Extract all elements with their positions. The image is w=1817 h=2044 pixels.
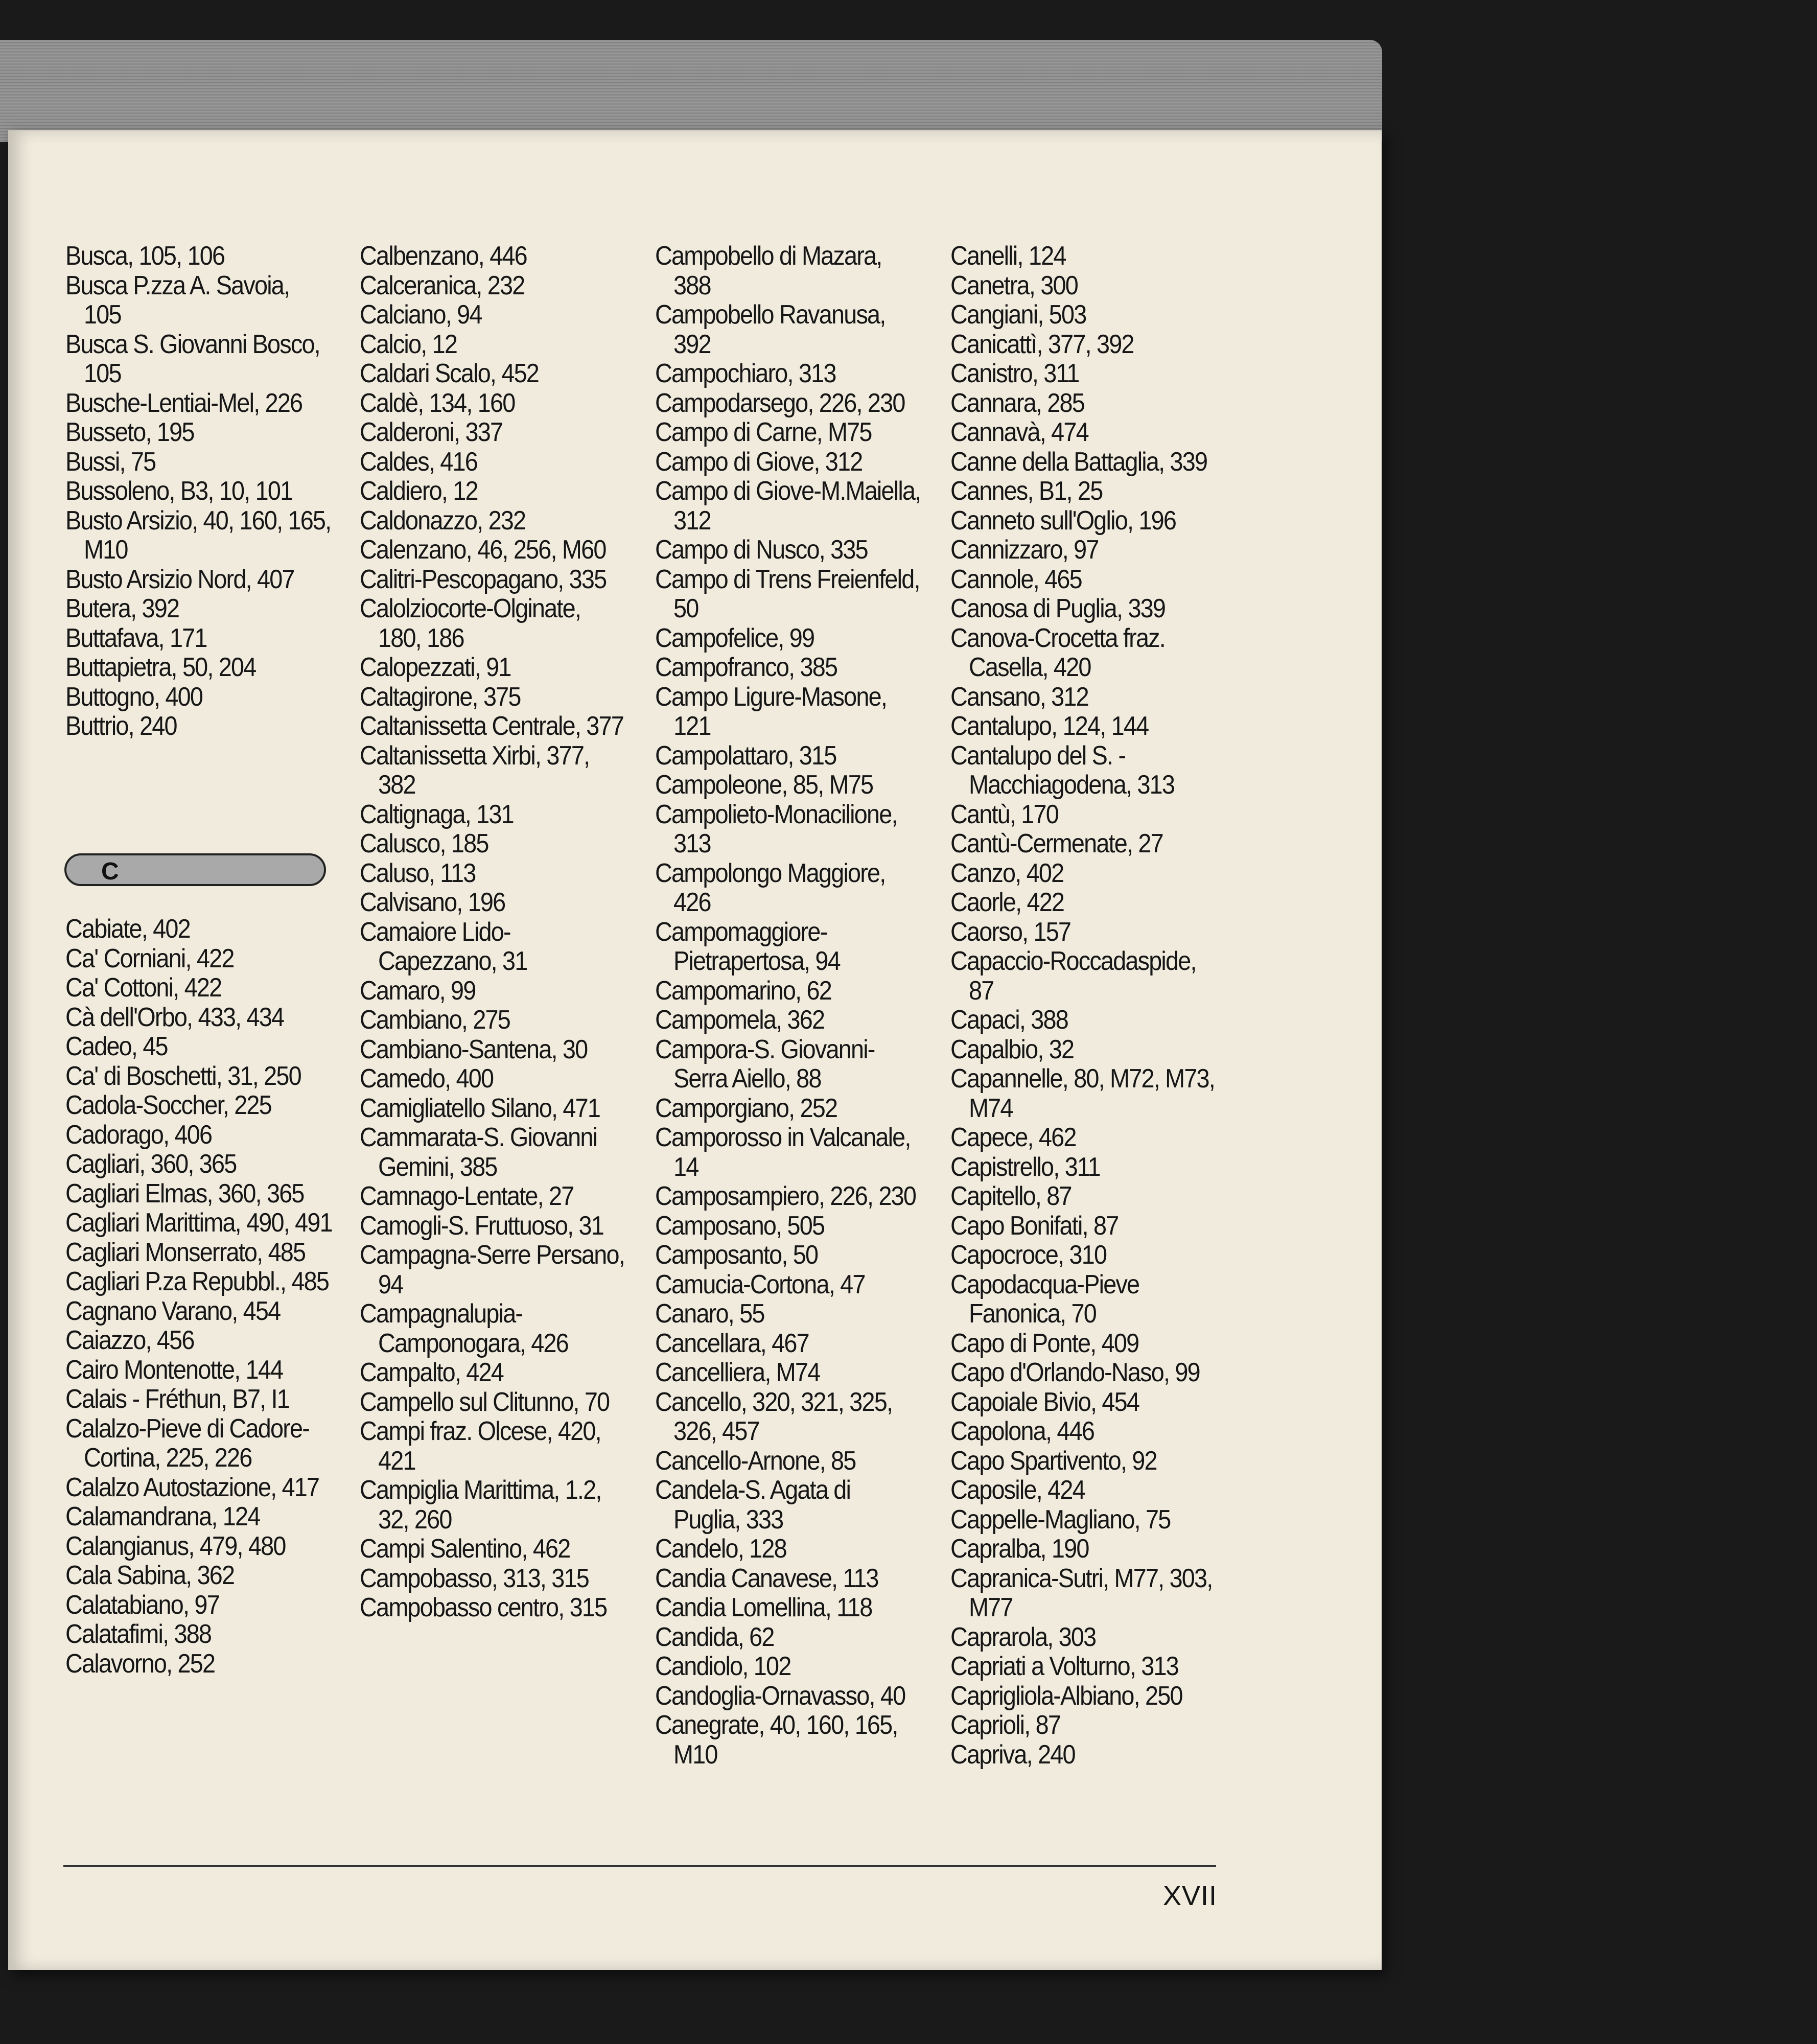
index-entry: Calolziocorte-Olginate, 180, 186: [360, 594, 581, 653]
index-entry: Camposanto, 50: [655, 1240, 818, 1270]
index-entry: Calangianus, 479, 480: [65, 1531, 286, 1561]
index-entry: Campagna-Serre Persano, 94: [360, 1240, 624, 1299]
index-column-4: [950, 242, 1217, 1770]
index-entry: Campagnalupia-Camponogara, 426: [360, 1299, 568, 1358]
index-entry: Calatabiano, 97: [65, 1590, 219, 1620]
index-entry: Capece, 462: [950, 1123, 1076, 1152]
index-entry: Cairo Montenotte, 144: [65, 1355, 283, 1385]
index-entry: Capocroce, 310: [950, 1240, 1107, 1270]
index-entry: Caprigliola-Albiano, 250: [950, 1681, 1182, 1711]
index-entry: Capaci, 388: [950, 1005, 1068, 1035]
index-entry: Bussi, 75: [65, 447, 156, 477]
index-entry: Campolattaro, 315: [655, 740, 836, 771]
index-entry: Canelli, 124: [950, 241, 1066, 271]
index-entry: Busca, 105, 106: [65, 241, 225, 271]
index-entry: Camnago-Lentate, 27: [360, 1181, 574, 1211]
index-entry: Calavorno, 252: [65, 1648, 215, 1679]
index-entry: Cannes, B1, 25: [950, 476, 1103, 506]
index-entry: Caldari Scalo, 452: [360, 359, 539, 388]
index-entry: Ca' Cottoni, 422: [65, 973, 222, 1003]
index-entry: Cancelliera, M74: [655, 1358, 820, 1387]
index-entry: Cantalupo, 124, 144: [950, 711, 1149, 741]
index-entry: Canzo, 402: [950, 858, 1064, 888]
section-letter: C: [101, 858, 119, 885]
index-entry: Camposampiero, 226, 230: [655, 1181, 916, 1211]
index-column-3: [655, 242, 922, 1770]
index-entry: Calitri-Pescopagano, 335: [360, 564, 607, 594]
index-entry: Busca S. Giovanni Bosco, 105: [65, 329, 320, 388]
index-entry: Capriati a Volturno, 313: [950, 1652, 1178, 1681]
index-entry: Ca' Corniani, 422: [65, 943, 234, 973]
index-entry: Canova-Crocetta fraz. Casella, 420: [950, 623, 1165, 682]
index-entry: Bussoleno, B3, 10, 101: [65, 476, 293, 506]
index-entry: Capo Bonifati, 87: [950, 1211, 1119, 1241]
index-entry: Cagliari P.za Repubbl., 485: [65, 1267, 329, 1296]
index-entry: Canetra, 300: [950, 270, 1078, 300]
index-entry: Caposile, 424: [950, 1475, 1085, 1505]
index-entry: Campello sul Clitunno, 70: [360, 1387, 610, 1417]
index-entry: Caldonazzo, 232: [360, 505, 526, 536]
index-entry: Campo di Carne, M75: [655, 417, 872, 447]
index-entry: Caltignaga, 131: [360, 799, 514, 829]
index-entry: Campoleone, 85, M75: [655, 770, 873, 800]
index-entry: Capo di Ponte, 409: [950, 1328, 1139, 1358]
index-entry: Butera, 392: [65, 594, 179, 623]
section-letter-badge: [64, 853, 326, 886]
index-entry: Capannelle, 80, M72, M73, M74: [950, 1064, 1215, 1123]
index-entry: Caltanissetta Centrale, 377: [360, 711, 623, 741]
index-entry: Capitello, 87: [950, 1181, 1071, 1211]
index-entry: Canistro, 311: [950, 359, 1079, 388]
index-entry: Buttapietra, 50, 204: [65, 653, 256, 682]
index-entry: Camucia-Cortona, 47: [655, 1269, 865, 1299]
index-entry: Camporosso in Valcanale, 14: [655, 1123, 911, 1182]
index-entry: Cangiani, 503: [950, 300, 1086, 330]
index-entry: Campo di Trens Freienfeld, 50: [655, 564, 920, 623]
index-entry: Cansano, 312: [950, 682, 1088, 712]
index-entry: Cadorago, 406: [65, 1120, 212, 1150]
index-entry: Caluso, 113: [360, 858, 476, 888]
index-entry: Calderoni, 337: [360, 417, 503, 447]
index-entry: Candiolo, 102: [655, 1652, 791, 1681]
index-entry: Candia Lomellina, 118: [655, 1593, 872, 1622]
index-entry: Calcio, 12: [360, 329, 457, 359]
index-entry: Cadeo, 45: [65, 1032, 168, 1061]
index-entry: Cancello, 320, 321, 325, 326, 457: [655, 1387, 893, 1446]
index-entry: Candida, 62: [655, 1622, 774, 1652]
index-entry: Campofranco, 385: [655, 653, 837, 682]
index-entry: Buttafava, 171: [65, 623, 207, 653]
index-entry: Calceranica, 232: [360, 270, 525, 300]
index-column-1: [65, 242, 332, 741]
index-entry: Cala Sabina, 362: [65, 1561, 235, 1590]
index-entry: Candelo, 128: [655, 1534, 786, 1564]
index-entry: Busto Arsizio, 40, 160, 165, M10: [65, 505, 331, 565]
index-entry: Campomarino, 62: [655, 975, 831, 1006]
index-entry: Cammarata-S. Giovanni Gemini, 385: [360, 1123, 597, 1182]
index-entry: Cannizzaro, 97: [950, 535, 1099, 565]
index-entry: Calamandrana, 124: [65, 1502, 260, 1531]
index-entry: Cantalupo del S. - Macchiagodena, 313: [950, 740, 1175, 800]
index-page: [8, 130, 1382, 1970]
index-entry: Capranica-Sutri, M77, 303, M77: [950, 1563, 1213, 1622]
index-entry: Camedo, 400: [360, 1064, 494, 1094]
index-entry: Camigliatello Silano, 471: [360, 1093, 600, 1123]
index-entry: Caprarola, 303: [950, 1622, 1096, 1652]
index-column-2: [360, 242, 626, 1623]
index-entry: Canosa di Puglia, 339: [950, 594, 1166, 623]
index-entry: Capralba, 190: [950, 1534, 1089, 1564]
page-stack-edges: [0, 40, 1382, 142]
index-entry: Calciano, 94: [360, 300, 482, 330]
index-entry: Canaro, 55: [655, 1299, 764, 1329]
index-entry: Campiglia Marittima, 1.2, 32, 260: [360, 1475, 601, 1535]
index-entry: Calalzo Autostazione, 417: [65, 1472, 319, 1502]
index-entry: Ca' di Boschetti, 31, 250: [65, 1061, 301, 1091]
index-entry: Camporgiano, 252: [655, 1093, 837, 1123]
index-entry: Campomela, 362: [655, 1005, 825, 1035]
index-entry: Busseto, 195: [65, 417, 194, 447]
index-entry: Busche-Lentiai-Mel, 226: [65, 388, 302, 418]
index-entry: Capistrello, 311: [950, 1152, 1100, 1182]
index-entry: Cagliari Monserrato, 485: [65, 1237, 306, 1267]
index-entry: Capalbio, 32: [950, 1034, 1074, 1064]
index-entry: Calopezzati, 91: [360, 653, 511, 682]
index-entry: Capriva, 240: [950, 1739, 1075, 1770]
index-entry: Campobasso, 313, 315: [360, 1563, 589, 1593]
index-entry: Cambiano-Santena, 30: [360, 1034, 588, 1064]
index-entry: Campobello Ravanusa, 392: [655, 300, 886, 359]
index-entry: Busto Arsizio Nord, 407: [65, 564, 294, 594]
index-entry: Campo di Giove, 312: [655, 447, 863, 477]
index-entry: Canne della Battaglia, 339: [950, 447, 1207, 477]
index-entry: Cagnano Varano, 454: [65, 1296, 281, 1326]
index-entry: Caiazzo, 456: [65, 1326, 194, 1355]
index-entry: Cagliari, 360, 365: [65, 1149, 237, 1179]
index-entry: Canneto sull'Oglio, 196: [950, 505, 1176, 536]
index-entry: Calusco, 185: [360, 829, 488, 858]
index-entry: Cagliari Marittima, 490, 491: [65, 1208, 332, 1238]
index-entry: Calais - Fréthun, B7, I1: [65, 1384, 290, 1414]
index-entry: Caldiero, 12: [360, 476, 478, 506]
index-entry: Campobello di Mazara, 388: [655, 241, 882, 300]
index-entry: Cancellara, 467: [655, 1328, 809, 1358]
index-entry: Campobasso centro, 315: [360, 1593, 607, 1622]
index-entry: Campi Salentino, 462: [360, 1534, 570, 1564]
index-entry: Canegrate, 40, 160, 165, M10: [655, 1710, 898, 1770]
index-entry: Candela-S. Agata di Puglia, 333: [655, 1475, 851, 1535]
index-entry: Cambiano, 275: [360, 1005, 510, 1035]
index-entry: Capo Spartivento, 92: [950, 1446, 1157, 1476]
index-entry: Cadola-Soccher, 225: [65, 1090, 271, 1120]
index-entry: Cantù, 170: [950, 799, 1058, 829]
index-entry: Cabiate, 402: [65, 914, 190, 944]
index-entry: Campomaggiore-Pietrapertosa, 94: [655, 917, 840, 976]
index-entry: Cannole, 465: [950, 564, 1082, 594]
index-entry: Caprioli, 87: [950, 1710, 1061, 1740]
index-entry: Canicattì, 377, 392: [950, 329, 1134, 359]
index-entry: Camposano, 505: [655, 1211, 825, 1241]
index-entry: Caltanissetta Xirbi, 377, 382: [360, 740, 590, 800]
index-entry: Cancello-Arnone, 85: [655, 1446, 856, 1476]
index-entry: Buttogno, 400: [65, 682, 203, 712]
index-entry: Cà dell'Orbo, 433, 434: [65, 1002, 284, 1032]
index-entry: Cappelle-Magliano, 75: [950, 1504, 1171, 1535]
index-entry: Candia Canavese, 113: [655, 1563, 878, 1593]
index-entry: Capodacqua-Pieve Fanonica, 70: [950, 1269, 1139, 1329]
index-entry: Candoglia-Ornavasso, 40: [655, 1681, 905, 1711]
index-entry: Camogli-S. Fruttuoso, 31: [360, 1211, 604, 1241]
index-entry: Buttrio, 240: [65, 711, 177, 741]
footer-rule: [63, 1865, 1216, 1867]
page-number: XVII: [1162, 1880, 1217, 1911]
index-entry: Caorle, 422: [950, 888, 1064, 917]
index-entry: Caldè, 134, 160: [360, 388, 515, 418]
index-entry: Cantù-Cermenate, 27: [950, 829, 1163, 858]
index-entry: Caltagirone, 375: [360, 682, 521, 712]
index-entry: Cagliari Elmas, 360, 365: [65, 1178, 304, 1209]
index-entry: Campodarsego, 226, 230: [655, 388, 905, 418]
index-entry: Campalto, 424: [360, 1358, 503, 1387]
index-entry: Campolieto-Monacilione, 313: [655, 799, 897, 858]
index-entry: Campo Ligure-Masone, 121: [655, 682, 887, 741]
index-entry: Calalzo-Pieve di Cadore-Cortina, 225, 226: [65, 1413, 310, 1473]
index-entry: Camaiore Lido-Capezzano, 31: [360, 917, 527, 976]
index-entry: Cannavà, 474: [950, 417, 1088, 447]
index-entry: Capolona, 446: [950, 1416, 1094, 1446]
index-entry: Campochiaro, 313: [655, 359, 836, 388]
index-entry: Calbenzano, 446: [360, 241, 527, 271]
index-column-1-section-c: [65, 915, 332, 1679]
index-entry: Campofelice, 99: [655, 623, 814, 653]
index-entry: Capo d'Orlando-Naso, 99: [950, 1358, 1200, 1387]
index-entry: Camaro, 99: [360, 975, 476, 1006]
index-entry: Calenzano, 46, 256, M60: [360, 535, 606, 565]
index-entry: Campo di Nusco, 335: [655, 535, 868, 565]
index-entry: Caorso, 157: [950, 917, 1071, 947]
index-entry: Capaccio-Roccadaspide, 87: [950, 946, 1196, 1006]
index-entry: Campolongo Maggiore, 426: [655, 858, 886, 917]
index-entry: Caldes, 416: [360, 447, 477, 477]
index-entry: Campi fraz. Olcese, 420, 421: [360, 1416, 601, 1476]
index-entry: Calatafimi, 388: [65, 1619, 212, 1649]
index-entry: Campo di Giove-M.Maiella, 312: [655, 476, 921, 536]
index-entry: Campora-S. Giovanni-Serra Aiello, 88: [655, 1034, 875, 1094]
index-entry: Busca P.zza A. Savoia, 105: [65, 270, 290, 330]
index-entry: Cannara, 285: [950, 388, 1085, 418]
index-entry: Calvisano, 196: [360, 888, 505, 917]
index-entry: Capoiale Bivio, 454: [950, 1387, 1139, 1417]
